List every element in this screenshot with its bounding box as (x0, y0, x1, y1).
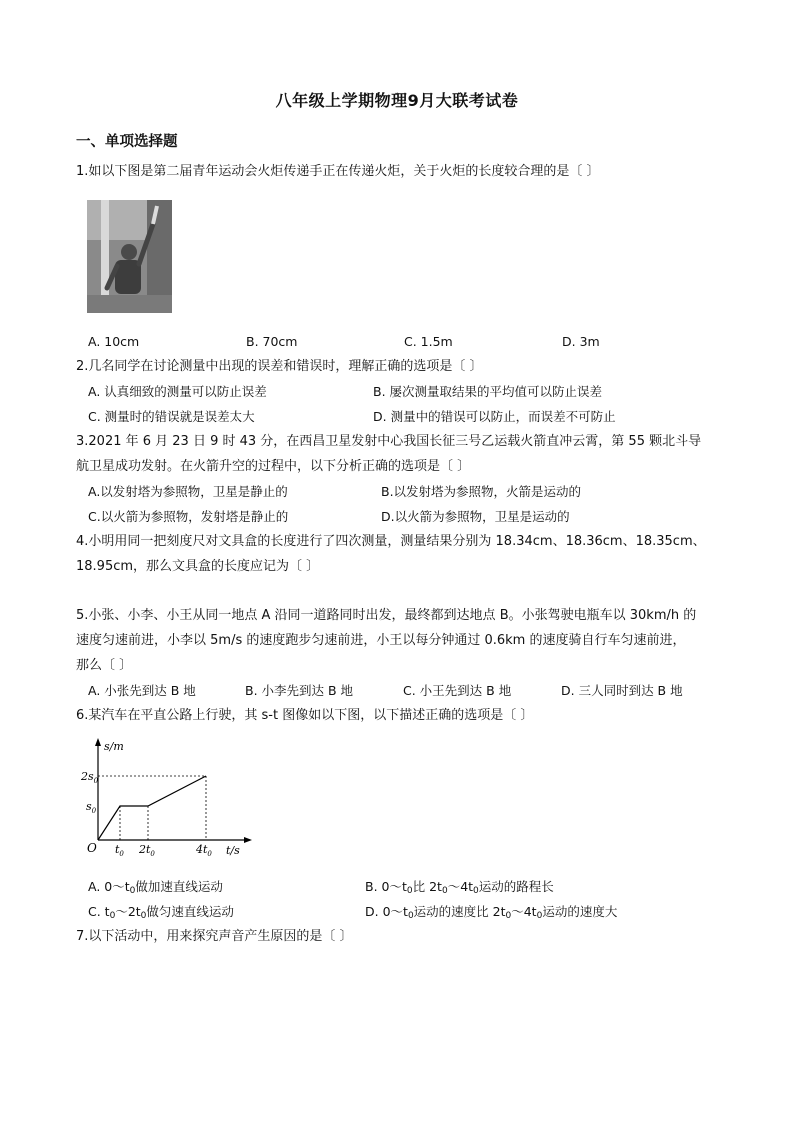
q5-option-b[interactable]: B. 小李先到达 B 地 (245, 683, 354, 698)
x-axis-arrow (244, 837, 252, 843)
q6-option-c[interactable]: C. $t_0\sim 2t_0$做匀速直线运动 (88, 904, 234, 921)
y-tick-2s0: $2s_0$ (81, 770, 99, 785)
q1-option-d[interactable]: D. 3m (562, 334, 600, 349)
question-4-line-1: 4.小明用同一把刻度尺对文具盒的长度进行了四次测量，测量结果分别为 18.34cm、18.36cm、18.35cm、 (76, 534, 706, 549)
q5-option-d[interactable]: D. 三人同时到达 B 地 (561, 683, 683, 698)
s-t-graph (78, 736, 258, 858)
question-5-line-2: 速度匀速前进，小李以 5m/s 的速度跑步匀速前进，小王以每分钟通过 0.6km 的速度骑自行车匀速前进， (76, 633, 686, 648)
q2-option-d[interactable]: D. 测量中的错误可以防止，而误差不可防止 (373, 409, 616, 424)
question-7-text: 7.以下活动中，用来探究声音产生原因的是〔 〕 (76, 929, 353, 944)
question-5-line-3: 那么〔 〕 (76, 658, 133, 673)
q3-option-c[interactable]: C.以火箭为参照物，发射塔是静止的 (88, 509, 289, 524)
origin-label: O (87, 841, 97, 855)
q1-option-c[interactable]: C. 1.5m (404, 334, 453, 349)
y-axis-arrow (95, 738, 101, 746)
question-3-line-1: 3.2021 年 6 月 23 日 9 时 43 分，在西昌卫星发射中心我国长征三号乙运载火箭直冲云霄，第 55 颗北斗导 (76, 434, 702, 449)
torch-bearer-photo (87, 200, 172, 313)
question-3-line-2: 航卫星成功发射。在火箭升空的过程中，以下分析正确的选项是〔 〕 (76, 459, 471, 474)
y-tick-s0: $s_0$ (86, 800, 97, 815)
x-tick-t0: $t_0$ (115, 843, 124, 858)
y-axis-label: s/m (104, 740, 124, 753)
question-6-text: 6.某汽车在平直公路上行驶，其 s-t 图像如以下图，以下描述正确的选项是〔 〕 (76, 708, 534, 723)
q2-option-b[interactable]: B. 屡次测量取结果的平均值可以防止误差 (373, 384, 603, 399)
q3-option-b[interactable]: B.以发射塔为参照物，火箭是运动的 (381, 484, 582, 499)
s-t-curve (98, 776, 206, 840)
q3-option-a[interactable]: A.以发射塔为参照物，卫星是静止的 (88, 484, 288, 499)
q3-option-d[interactable]: D.以火箭为参照物，卫星是运动的 (381, 509, 570, 524)
q6-option-a[interactable]: A. $0\sim t_0$做加速直线运动 (88, 879, 223, 896)
q1-option-a[interactable]: A. 10cm (88, 334, 140, 349)
question-1-text: 1.如以下图是第二届青年运动会火炬传递手正在传递火炬，关于火炬的长度较合理的是〔 〕 (76, 164, 600, 179)
x-tick-4t0: $4t_0$ (196, 843, 212, 858)
question-2-text: 2.几名同学在讨论测量中出现的误差和错误时，理解正确的选项是〔 〕 (76, 359, 483, 374)
q5-option-c[interactable]: C. 小王先到达 B 地 (403, 683, 512, 698)
q6-option-d[interactable]: D. $0\sim t_0$运动的速度比 $2t_0\sim 4t_0$运动的速度大 (365, 904, 618, 921)
q2-option-a[interactable]: A. 认真细致的测量可以防止误差 (88, 384, 267, 399)
q2-option-c[interactable]: C. 测量时的错误就是误差太大 (88, 409, 255, 424)
question-4-line-2: 18.95cm，那么文具盒的长度应记为〔 〕 (76, 559, 320, 574)
q6-option-b[interactable]: B. $0\sim t_0$比 $2t_0\sim 4t_0$运动的路程长 (365, 879, 554, 896)
x-tick-2t0: $2t_0$ (139, 843, 155, 858)
torch-bearer-illustration (87, 200, 172, 313)
question-5-line-1: 5.小张、小李、小王从同一地点 A 沿同一道路同时出发，最终都到达地点 B。小张驾驶电瓶车以 30km/h 的 (76, 608, 697, 623)
x-axis-label: t/s (226, 844, 240, 857)
q1-option-b[interactable]: B. 70cm (246, 334, 298, 349)
q5-option-a[interactable]: A. 小张先到达 B 地 (88, 683, 196, 698)
section-heading: 一、单项选择题 (76, 134, 178, 150)
page-title: 八年级上学期物理9月大联考试卷 (275, 91, 519, 110)
